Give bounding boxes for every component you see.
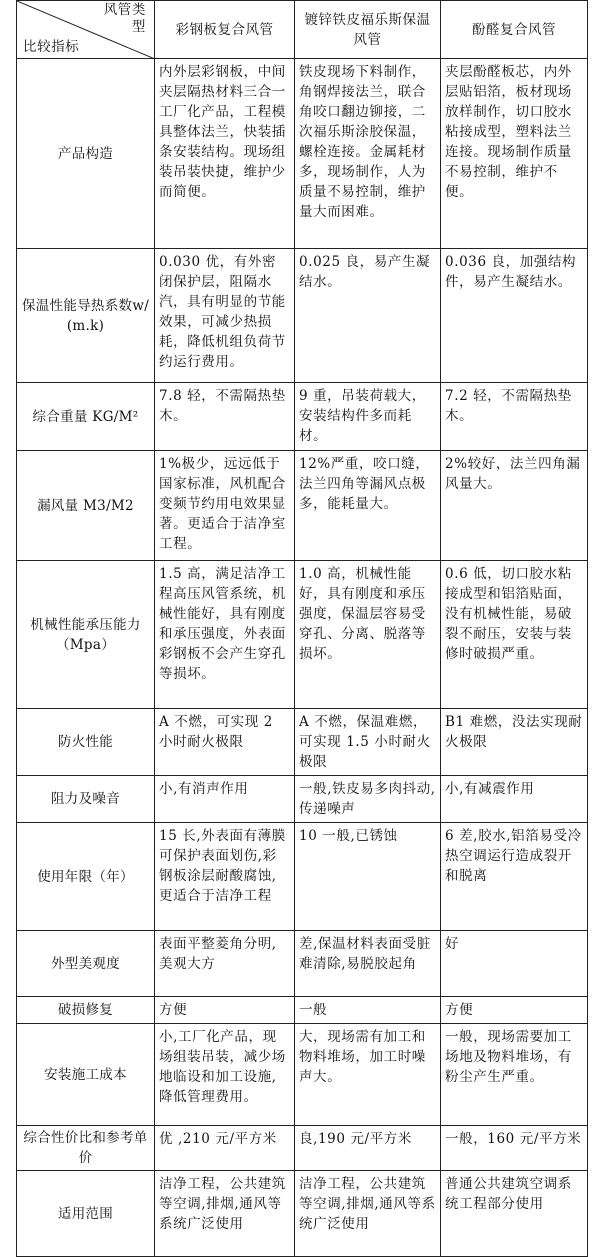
corner-top-label (104, 2, 146, 36)
cell-galvanized: 一般,铁皮易多肉抖动,传递噪声 (295, 776, 441, 823)
row-label: 综合性价比和参考单价 (17, 1126, 155, 1171)
cell-color-steel: A 不燃，可实现 2 小时耐火极限 (155, 709, 295, 776)
cell-phenolic: 6 差,胶水,铝箔易受冷热空调运行造成裂开和脱离 (441, 823, 588, 931)
corner-top-text: 风管类 型 (103, 2, 146, 35)
row-label: 漏风量 M3/M2 (17, 451, 155, 561)
row-label-text: 保温性能导热系数w/(m.k) (21, 297, 150, 334)
cell-color-steel: 内外层彩钢板，中间夹层隔热材料三合一工厂化产品，工程模具整体法兰，快装插条安装结构。现场组装吊装快捷，维护少而简便。 (155, 59, 295, 249)
table-row (17, 249, 588, 383)
cell-galvanized: 差,保温材料表面受脏难清除,易脱胶起角 (295, 931, 441, 997)
corner-header-cell (17, 1, 155, 59)
cell-color-steel: 7.8 轻，不需隔热垫木。 (155, 383, 295, 451)
cell-color-steel: 表面平整菱角分明,美观大方 (155, 931, 295, 997)
cell-phenolic: 7.2 轻，不需隔热垫木。 (441, 383, 588, 451)
row-label (17, 249, 155, 383)
cell-color-steel: 小,有消声作用 (155, 776, 295, 823)
table-row (17, 823, 588, 931)
cell-color-steel: 洁净工程，公共建筑等空调,排烟,通风等系统广泛使用 (155, 1171, 295, 1257)
cell-phenolic: 0.036 良，加强结构件，易产生凝结水。 (441, 249, 588, 383)
cell-galvanized: 0.025 良，易产生凝结水。 (295, 249, 441, 383)
row-label: 机械性能承压能力（Mpa） (17, 561, 155, 709)
row-label: 适用范围 (17, 1171, 155, 1257)
cell-galvanized: 洁净工程，公共建筑等空调,排烟,通风等系统广泛使用 (295, 1171, 441, 1257)
row-label: 产品构造 (17, 59, 155, 249)
cell-phenolic: 0.6 低，切口胶水粘接成型和铝箔贴面，没有机械性能，易破裂不耐压，安装与装修时破损严重。 (441, 561, 588, 709)
cell-color-steel: 1%极少，远远低于国家标准，风机配合变频节约用电效果显著。更适合于洁净室工程。 (155, 451, 295, 561)
table-row (17, 1171, 588, 1257)
cell-galvanized: A 不燃，保温难燃，可实现 1.5 小时耐火极限 (295, 709, 441, 776)
cell-color-steel: 方便 (155, 997, 295, 1024)
cell-phenolic: 普通公共建筑空调系统工程部分使用 (441, 1171, 588, 1257)
table-row (17, 776, 588, 823)
cell-galvanized: 一般 (295, 997, 441, 1024)
row-label: 阻力及噪音 (17, 776, 155, 823)
table-row (17, 59, 588, 249)
row-label: 破损修复 (17, 997, 155, 1024)
cell-galvanized: 10 一般,已锈蚀 (295, 823, 441, 931)
cell-galvanized: 9 重，吊装荷载大，安装结构件多而耗材。 (295, 383, 441, 451)
cell-phenolic: 方便 (441, 997, 588, 1024)
column-header-phenolic: 酚醛复合风管 (441, 1, 588, 59)
header-row (17, 1, 588, 59)
cell-phenolic: 好 (441, 931, 588, 997)
cell-phenolic: B1 难燃，没法实现耐火极限 (441, 709, 588, 776)
row-label: 安装施工成本 (17, 1024, 155, 1126)
cell-galvanized: 良,190 元/平方米 (295, 1126, 441, 1171)
row-label: 使用年限（年） (17, 823, 155, 931)
cell-color-steel: 0.030 优，有外密闭保护层，阻隔水汽，具有明显的节能效果，可减少热损耗，降低机组负荷节约运行费用。 (155, 249, 295, 383)
cell-phenolic: 一般，160 元/平方米 (441, 1126, 588, 1171)
cell-galvanized: 大，现场需有加工和物料堆场，加工时噪声大。 (295, 1024, 441, 1126)
corner-bottom-label: 比较指标 (23, 39, 80, 55)
table-row (17, 1024, 588, 1126)
table-row (17, 997, 588, 1024)
cell-galvanized: 1.0 高，机械性能好，具有刚度和承压强度，保温层容易受穿孔、分离、脱落等损坏。 (295, 561, 441, 709)
duct-comparison-table (16, 0, 588, 1257)
table-row (17, 451, 588, 561)
cell-color-steel: 优 ,210 元/平方米 (155, 1126, 295, 1171)
cell-phenolic: 2%较好，法兰四角漏风量大。 (441, 451, 588, 561)
table-row (17, 383, 588, 451)
cell-color-steel: 1.5 高，满足洁净工程高压风管系统，机械性能好，具有刚度和承压强度，外表面彩钢板不会产生穿孔等损坏。 (155, 561, 295, 709)
row-label: 外型美观度 (17, 931, 155, 997)
column-header-galvanized: 镀锌铁皮福乐斯保温风管 (295, 1, 441, 59)
cell-color-steel: 小,工厂化产品，现场组装吊装，减少场地临设和加工设施,降低管理费用。 (155, 1024, 295, 1126)
table-row (17, 931, 588, 997)
table-row (17, 1126, 588, 1171)
cell-galvanized: 铁皮现场下料制作，角钢焊接法兰，联合角咬口翻边铆接，二次福乐斯涂胶保温，螺栓连接。金属耗材多，现场制作，人为质量不易控制，维护量大而困难。 (295, 59, 441, 249)
cell-phenolic: 夹层酚醛板芯，内外层贴铝箔，板材现场放样制作，切口胶水粘接成型，塑料法兰连接。现场制作质量不易控制，维护不便。 (441, 59, 588, 249)
column-header-color-steel: 彩钢板复合风管 (155, 1, 295, 59)
table-row (17, 709, 588, 776)
row-label: 防火性能 (17, 709, 155, 776)
cell-phenolic: 小,有减震作用 (441, 776, 588, 823)
cell-galvanized: 12%严重，咬口缝，法兰四角等漏风点极多，能耗量大。 (295, 451, 441, 561)
row-label: 综合重量 KG/M² (17, 383, 155, 451)
table-row (17, 561, 588, 709)
cell-phenolic: 一般，现场需要加工场地及物料堆场，有粉尘产生严重。 (441, 1024, 588, 1126)
cell-color-steel: 15 长,外表面有薄膜可保护表面划伤,彩钢板涂层耐酸腐蚀,更适合于洁净工程 (155, 823, 295, 931)
